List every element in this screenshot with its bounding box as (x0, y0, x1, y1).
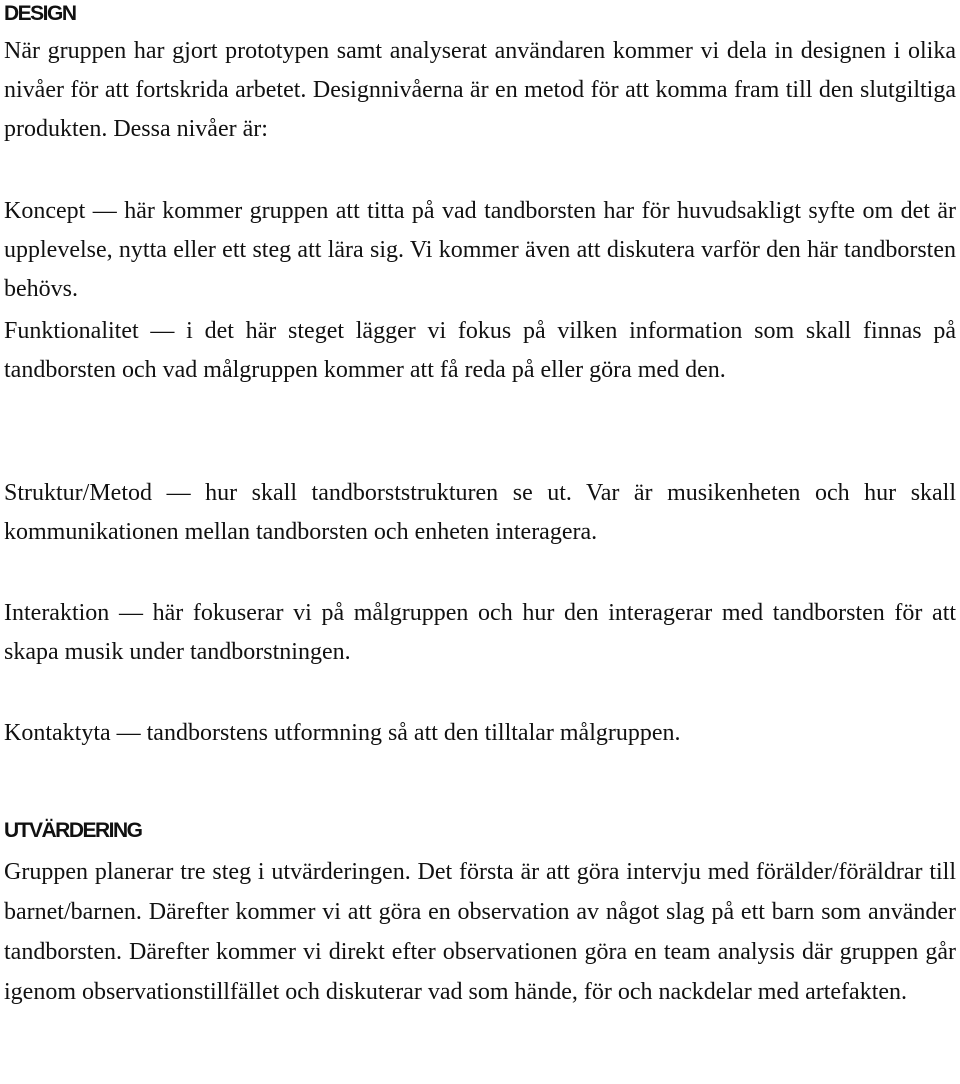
dash: — (92, 198, 117, 224)
level-interaction (4, 594, 956, 672)
level-functionality-text: i det här steget lägger vi fokus på vilken information som skall finnas på tandborsten och vad målgruppen kommer att få reda på eller göra med den. (4, 318, 957, 383)
design-intro: När gruppen har gjort prototypen samt analyserat användaren kommer vi dela in designen i olika nivåer för att fortskrida arbetet. Designnivåerna är en metod för att komma fram till den slutgiltiga produkten. Dessa nivåer är: (4, 38, 956, 142)
dash: — (118, 600, 143, 626)
level-concept-term: Koncept (4, 198, 86, 224)
evaluation-text: Gruppen planerar tre steg i utvärderingen. Det första är att göra intervju med förälder/föräldrar till barnet/barnen. Därefter kommer vi att göra en observation av något slag på ett barn som använder tandborsten. Därefter kommer vi direkt efter observationen göra en team analysis där gruppen går igenom observationstillfället och diskuterar vad som hände, för och nackdelar med artefakten. (4, 859, 956, 1005)
level-contact (4, 714, 956, 753)
design-heading: DESIGN (4, 2, 76, 25)
dash: — (166, 480, 191, 506)
dash: — (116, 720, 141, 746)
level-interaction-text: här fokuserar vi på målgruppen och hur den interagerar med tandborsten för att skapa musik under tandborstningen. (4, 600, 957, 665)
level-structure-term: Struktur/Metod (4, 480, 152, 506)
level-structure-text: hur skall tandborststrukturen se ut. Var är musikenheten och hur skall kommunikationen mellan tandborsten och enheten interagera. (4, 480, 957, 545)
level-functionality-term: Funktionalitet (4, 318, 139, 344)
level-functionality (4, 312, 956, 390)
level-interaction-term: Interaktion (4, 600, 110, 626)
dash: — (150, 318, 175, 344)
level-concept-text: här kommer gruppen att titta på vad tandborsten har för huvudsakligt syfte om det är upplevelse, nytta eller ett steg att lära sig. Vi kommer även att diskutera varför den här tandborsten behövs. (4, 198, 956, 302)
evaluation-heading: UTVÄRDERING (4, 819, 142, 842)
level-concept (4, 192, 956, 309)
level-structure (4, 474, 956, 552)
level-contact-term: Kontaktyta (4, 720, 111, 746)
level-contact-text: tandborstens utformning så att den tilltalar målgruppen. (146, 720, 681, 746)
